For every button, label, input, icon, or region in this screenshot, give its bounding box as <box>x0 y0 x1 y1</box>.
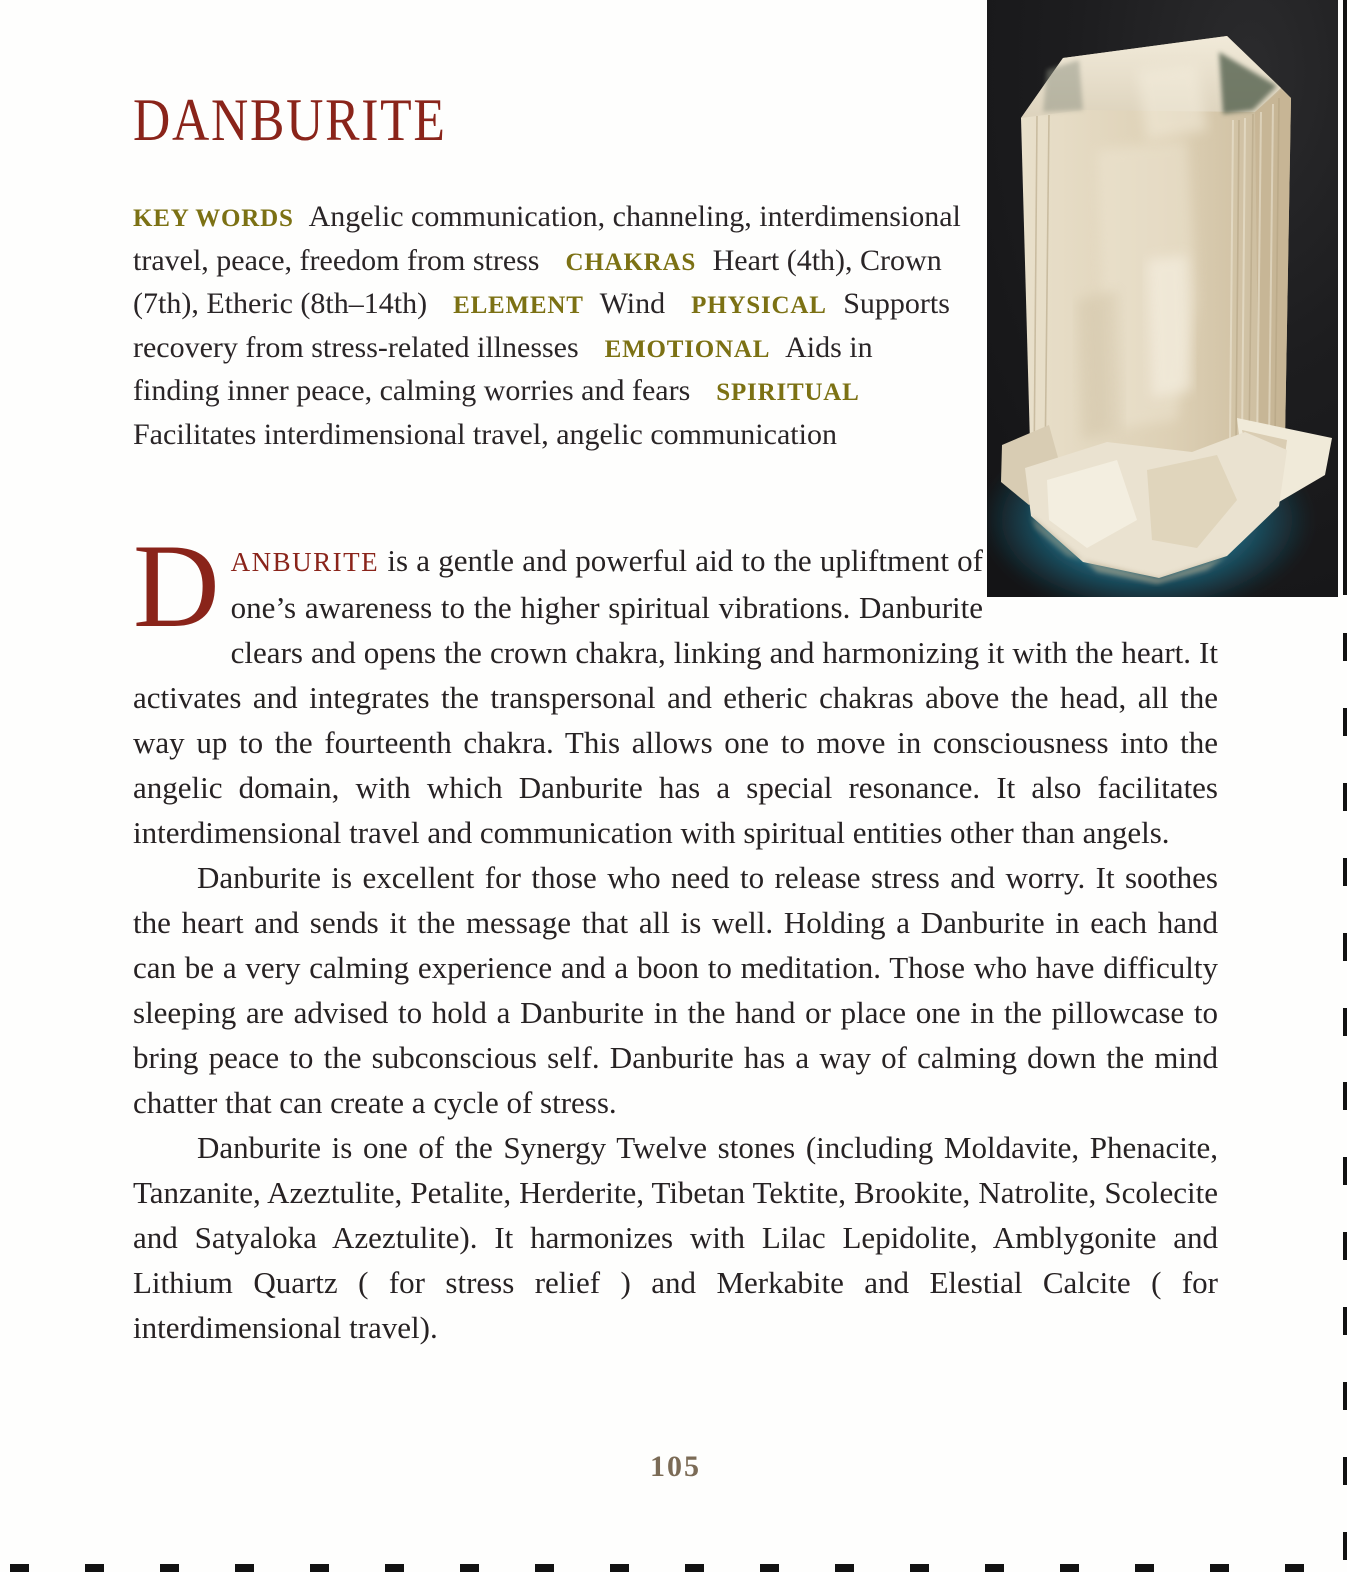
page-edge-tab-mark <box>1343 1232 1347 1260</box>
paragraph-text: is a gentle and powerful aid to the upliftment of one’s awareness to the higher spiritual vibrations. Danburite clears and opens the crown chakra, linking and harmonizing it with the heart. It activates and integrates the transpersonal and etheric chakras above the head, all the way up to the fourteenth chakra. This allows one to move in consciousness into the angelic domain, with which Danburite has a special resonance. It also facilitates interdimensional travel and communication with spiritual entities other than angels. <box>133 543 1218 850</box>
page-edge-tab-mark <box>85 1564 104 1572</box>
page-edge-tab-mark <box>1343 1382 1347 1410</box>
page-number: 105 <box>650 1450 701 1483</box>
page-edge-tab-mark <box>460 1564 479 1572</box>
page-edge-tab-mark <box>1343 633 1347 661</box>
keywords-block <box>133 196 965 455</box>
page-edge-tab-mark <box>1343 1082 1347 1110</box>
page-edge-tab-mark <box>835 1564 854 1572</box>
page-edge-tab-mark <box>1343 1008 1347 1036</box>
page-edge-tab-mark <box>160 1564 179 1572</box>
page-edge-tab-mark <box>1343 1457 1347 1485</box>
page-edge-tab-mark <box>1343 933 1347 961</box>
page-edge-tab-mark <box>985 1564 1004 1572</box>
page-edge-tab-mark <box>1343 1307 1347 1335</box>
keyword-label: ELEMENT <box>453 292 584 319</box>
page-edge-tab-mark <box>1060 1564 1079 1572</box>
body-paragraph: Danburite is one of the Synergy Twelve stones (including Moldavite, Phenacite, Tanzanite, Azeztulite, Petalite, Herderite, Tibetan Tektite, Brookite, Natrolite, Scolecite and Satyaloka Azeztulite). It harmonizes with Lilac Lepidolite, Amblygonite and Lithium Quartz ( for stress relief ) and Merkabite and Elestial Calcite ( for interdimensional travel). <box>133 1130 1218 1345</box>
page-edge-tab-mark <box>1210 1564 1229 1572</box>
drop-cap: D <box>133 519 220 652</box>
page-edge-tab-mark <box>610 1564 629 1572</box>
page-edge-tab-mark <box>385 1564 404 1572</box>
page-edge-tab-mark <box>310 1564 329 1572</box>
keyword-text: Aids in finding inner peace, calming worries and fears <box>133 330 873 407</box>
page-edge-tab-mark <box>1343 1157 1347 1185</box>
keyword-text: Angelic communication, channeling, interdimensional travel, peace, freedom from stress <box>133 200 961 277</box>
keyword-text: Wind <box>592 287 666 320</box>
danburite-photo <box>987 0 1338 597</box>
page-edge-tab-mark <box>760 1564 779 1572</box>
keyword-text: Heart (4th), Crown (7th), Etheric (8th–14th) <box>133 243 942 320</box>
keyword-label: PHYSICAL <box>691 292 827 319</box>
page-edge-tab-mark <box>1285 1564 1304 1572</box>
page-edge-tab-mark <box>10 1564 29 1572</box>
body-paragraph: Danburite is excellent for those who need to release stress and worry. It soothes the heart and sends it the message that all is well. Holding a Danburite in each hand can be a very calming experience and a boon to meditation. Those who have difficulty sleeping are advised to hold a Danburite in the hand or place one in the pillowcase to bring peace to the subconscious self. Danburite has a way of calming down the mind chatter that can create a cycle of stress. <box>133 860 1218 1120</box>
keyword-label: SPIRITUAL <box>716 379 860 406</box>
page-edge-tab-mark <box>1135 1564 1154 1572</box>
keyword-text: Supports recovery from stress-related illnesses <box>133 287 950 364</box>
page-edge-tab-mark <box>1343 1532 1347 1560</box>
crystal-body <box>1021 36 1291 480</box>
page-edge-tab-mark <box>535 1564 554 1572</box>
page-edge-tab-mark <box>1343 783 1347 811</box>
keyword-label: CHAKRAS <box>565 248 697 276</box>
page-edge-tab-mark <box>1343 858 1347 886</box>
keyword-label: EMOTIONAL <box>604 335 771 363</box>
page-edge-tab-strip <box>1343 0 1347 595</box>
lead-smallcaps: ANBURITE <box>230 547 380 577</box>
keyword-label: KEY WORDS <box>133 205 294 232</box>
page-edge-tab-mark <box>235 1564 254 1572</box>
page-title: DANBURITE <box>133 87 447 153</box>
body-text <box>133 519 1218 1350</box>
page-edge-tab-mark <box>1343 708 1347 736</box>
page-edge-tab-mark <box>685 1564 704 1572</box>
page-edge-tab-mark <box>910 1564 929 1572</box>
keyword-text: Facilitates interdimensional travel, angelic communication <box>133 417 837 451</box>
